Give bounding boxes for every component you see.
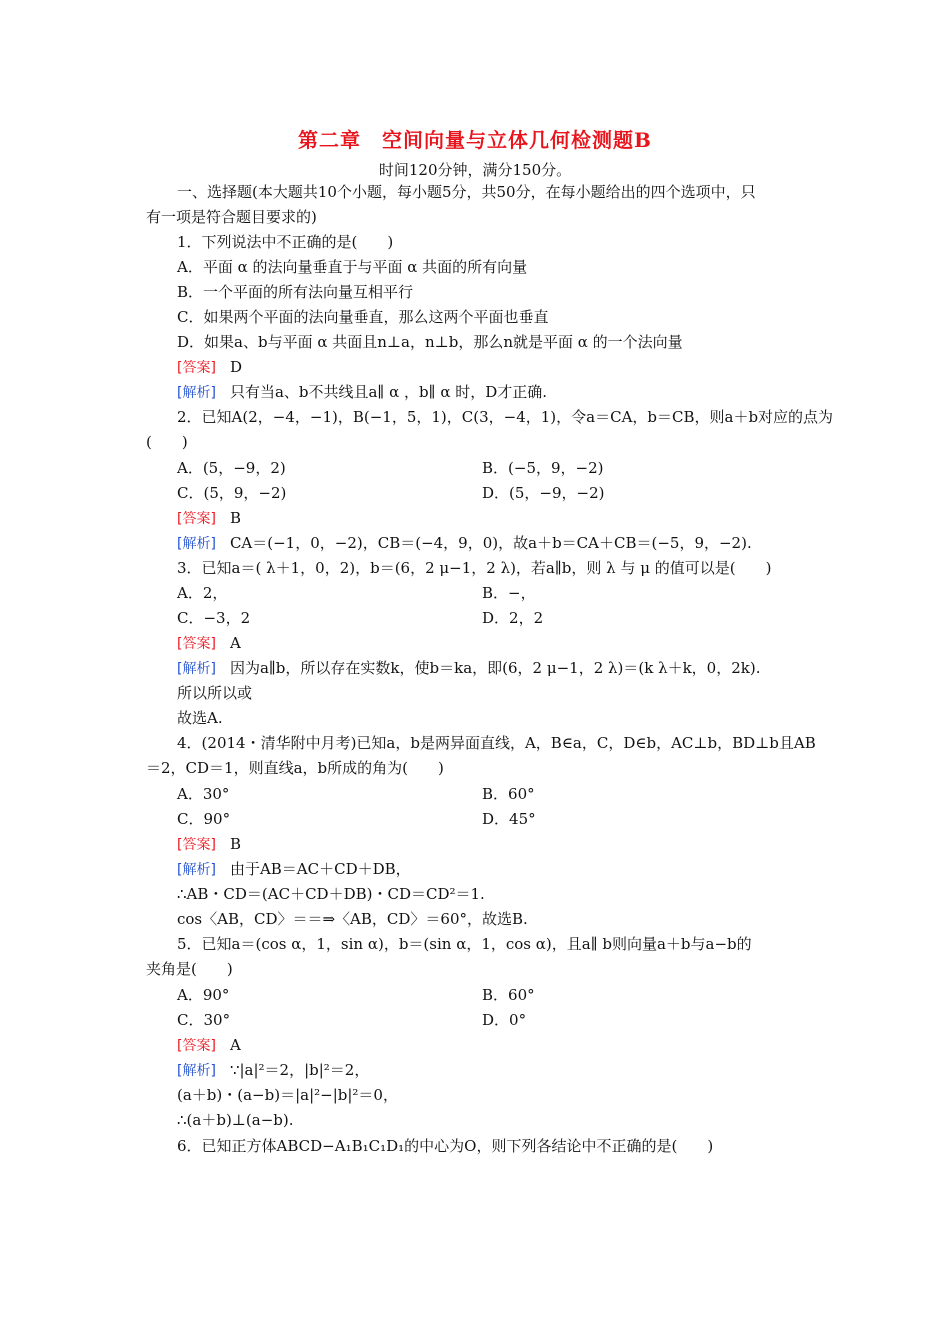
q3-answer [177, 633, 241, 654]
q5-explanation [177, 1060, 369, 1081]
answer-tag: [答案] [177, 1038, 216, 1054]
q2-option-c: C．(5，9，−2) [177, 484, 287, 502]
explanation-text: 只有当a、b不共线且a∥ α ，b∥ α 时，D才正确. [229, 383, 548, 401]
question-5-cont: 夹角是( ) [146, 960, 233, 978]
q4-options-row-2 [177, 809, 536, 829]
explanation-text: 由于AB＝AC＋CD＋DB， [229, 860, 411, 878]
q4-explanation-cont-2: cos〈AB，CD〉＝＝⇒〈AB，CD〉＝60°，故选B. [177, 910, 528, 928]
answer-tag: [答案] [177, 636, 216, 652]
document-subtitle: 时间120分钟，满分150分。 [378, 161, 572, 179]
q3-options-row-1 [177, 583, 536, 603]
q1-option-a: A．平面 α 的法向量垂直于与平面 α 共面的所有向量 [177, 258, 528, 276]
q4-option-c: C．90° [177, 810, 231, 828]
explanation-text: ∵|a|²＝2，|b|²＝2， [229, 1061, 370, 1079]
answer-tag: [答案] [177, 360, 216, 376]
answer-tag: [答案] [177, 511, 216, 527]
q4-answer [177, 834, 241, 855]
q3-options-row-2 [177, 608, 544, 628]
q3-explanation [177, 658, 760, 679]
q5-explanation-cont-2: ∴(a＋b)⊥(a−b). [177, 1111, 294, 1129]
q2-options-row-1 [177, 458, 604, 478]
answer-value: D [229, 358, 242, 376]
question-5: 5．已知a＝(cos α，1，sin α)，b＝(sin α，1，cos α)，且a∥ b则向量a＋b与a−b的 [177, 935, 752, 953]
q5-options-row-2 [177, 1010, 527, 1030]
q4-option-a: A．30° [177, 785, 230, 803]
explanation-text: CA＝(−1，0，−2)，CB＝(−4，9，0)，故a＋b＝CA＋CB＝(−5，9，−2). [229, 534, 752, 552]
q3-option-c: C．−3，2 [177, 609, 251, 627]
q2-option-b: B．(−5，9，−2) [482, 459, 604, 477]
q5-option-a: A．90° [177, 986, 230, 1004]
q2-option-a: A．(5，−9，2) [177, 459, 286, 477]
question-4: 4．(2014・清华附中月考)已知a，b是两异面直线，A，B∈a，C，D∈b，AC⊥b，BD⊥b且AB [177, 734, 816, 752]
q5-option-b: B．60° [482, 986, 535, 1004]
q5-explanation-cont: (a＋b)・(a−b)＝|a|²−|b|²＝0， [177, 1086, 398, 1104]
explanation-tag: [解析] [177, 1063, 216, 1079]
explanation-tag: [解析] [177, 385, 216, 401]
q5-option-d: D．0° [482, 1011, 527, 1029]
q5-answer [177, 1035, 241, 1056]
question-6: 6．已知正方体ABCD−A₁B₁C₁D₁的中心为O，则下列各结论中不正确的是( ) [177, 1137, 714, 1155]
q4-option-b: B．60° [482, 785, 535, 803]
explanation-tag: [解析] [177, 862, 216, 878]
section-intro: 一、选择题(本大题共10个小题，每小题5分，共50分，在每小题给出的四个选项中，只 [177, 183, 756, 201]
question-3: 3．已知a＝( λ＋1，0，2)，b＝(6，2 μ−1，2 λ)，若a∥b，则 λ 与 μ 的值可以是( ) [177, 559, 772, 577]
q1-option-b: B．一个平面的所有法向量互相平行 [177, 283, 414, 301]
q3-explanation-cont-2: 故选A. [177, 709, 223, 727]
q1-explanation [177, 382, 547, 403]
q5-options-row-1 [177, 985, 535, 1005]
answer-value: A [229, 634, 241, 652]
explanation-tag: [解析] [177, 536, 216, 552]
q1-option-d: D．如果a、b与平面 α 共面且n⊥a，n⊥b，那么n就是平面 α 的一个法向量 [177, 333, 683, 351]
explanation-text: 因为a∥b，所以存在实数k，使b＝ka，即(6，2 μ−1，2 λ)＝(k λ＋k，0，2k). [229, 659, 761, 677]
q2-answer [177, 508, 241, 529]
document-title: 第二章 空间向量与立体几何检测题B [298, 128, 652, 152]
question-2-cont: ( ) [146, 433, 188, 451]
q1-option-c: C．如果两个平面的法向量垂直，那么这两个平面也垂直 [177, 308, 549, 326]
section-intro-cont: 有一项是符合题目要求的) [146, 208, 317, 226]
q3-option-d: D．2，2 [482, 609, 544, 627]
question-2: 2．已知A(2，−4，−1)，B(−1，5，1)，C(3，−4，1)，令a＝CA，b＝CB，则a＋b对应的点为 [177, 408, 834, 426]
q4-option-d: D．45° [482, 810, 536, 828]
question-4-cont: ＝2，CD＝1，则直线a，b所成的角为( ) [146, 759, 444, 777]
q3-explanation-cont: 所以所以或 [177, 684, 253, 702]
answer-tag: [答案] [177, 837, 216, 853]
q2-options-row-2 [177, 483, 605, 503]
answer-value: B [229, 835, 241, 853]
q2-explanation [177, 533, 752, 554]
explanation-tag: [解析] [177, 661, 216, 677]
question-1: 1．下列说法中不正确的是( ) [177, 233, 394, 251]
q5-option-c: C．30° [177, 1011, 231, 1029]
q1-answer [177, 357, 242, 378]
q2-option-d: D．(5，−9，−2) [482, 484, 605, 502]
q4-options-row-1 [177, 784, 535, 804]
q3-option-b: B．−， [482, 584, 536, 602]
answer-value: B [229, 509, 241, 527]
answer-value: A [229, 1036, 241, 1054]
q3-option-a: A．2， [177, 584, 228, 602]
q4-explanation [177, 859, 411, 880]
q4-explanation-cont: ∴AB・CD＝(AC＋CD＋DB)・CD＝CD²＝1. [177, 885, 485, 903]
